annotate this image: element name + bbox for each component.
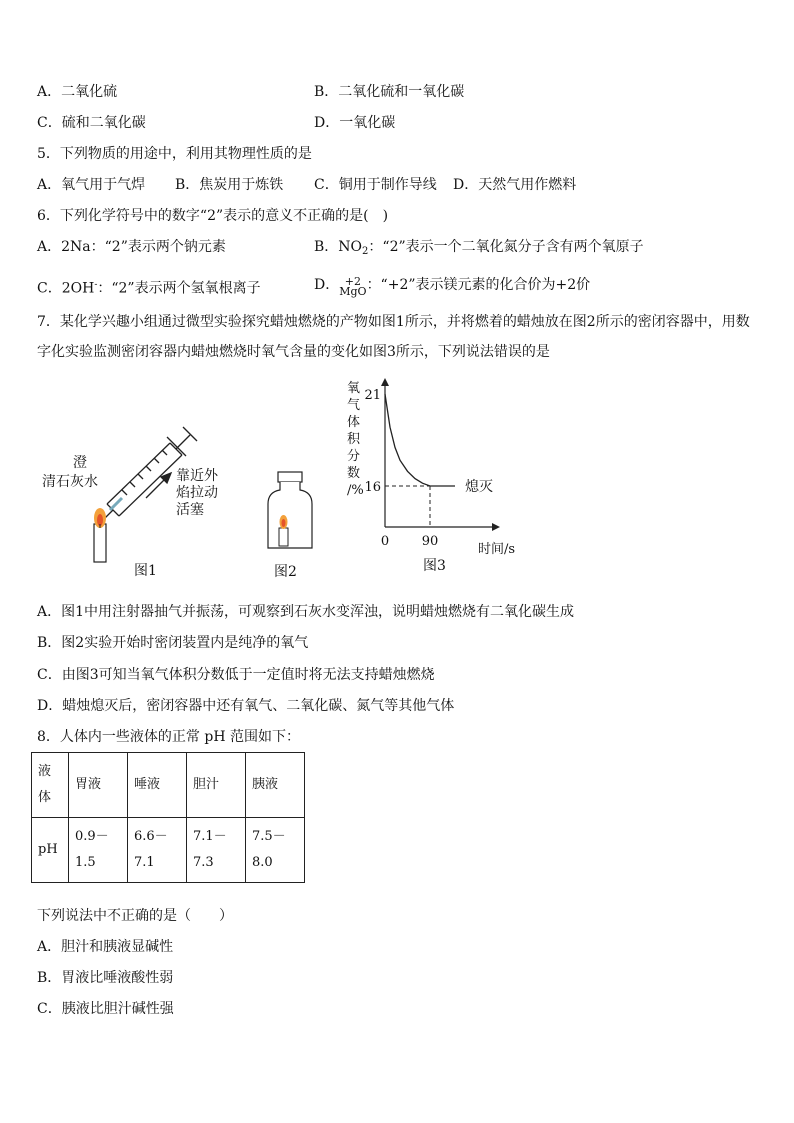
q4-option-d: D．一氧化碳 — [314, 115, 396, 131]
fig2-caption: 图2 — [274, 564, 297, 580]
q5-option-b: B．焦炭用于炼铁 — [175, 177, 284, 193]
q6-d-symbol: +2 MgO — [339, 275, 367, 298]
q6-option-d: D． +2 MgO ：“+2”表示镁元素的化合价为+2价 — [314, 275, 591, 298]
q8-option-b: B．胃液比唾液酸性弱 — [37, 970, 174, 986]
q6-c-symbol: 2OH — [61, 280, 95, 297]
fig3-annotation: 熄灭 — [465, 479, 493, 495]
fig3-ylabel-char: 体 — [347, 415, 361, 430]
fig1-label-action-3: 活塞 — [176, 502, 204, 518]
q8-option-c: C．胰液比胆汁碱性强 — [37, 1001, 174, 1017]
q5-option-c: C．铜用于制作导线 — [314, 177, 437, 193]
q8-option-a: A．胆汁和胰液显碱性 — [37, 939, 174, 955]
figure-1-candle-syringe — [30, 420, 260, 585]
table-header-cell: 胆汁 — [187, 753, 246, 818]
fig3-tick-90: 90 — [421, 534, 439, 549]
q5-option-a: A．氧气用于气焊 — [37, 177, 146, 193]
table-header-cell: 唾液 — [128, 753, 187, 818]
table-header-cell: 胰液 — [246, 753, 305, 818]
q6-b-symbol: NO — [338, 239, 363, 255]
table-header-cell: pH — [32, 818, 69, 883]
fig3-x-arrow — [492, 523, 500, 531]
table-cell: 7.5－8.0 — [246, 818, 305, 883]
fig1-label-limewater-2: 清石灰水 — [42, 474, 98, 490]
fig3-y-arrow — [381, 378, 389, 386]
ph-table — [31, 752, 305, 883]
fig3-ylabel-char: 氧 — [347, 381, 361, 396]
fig3-tick-21: 21 — [364, 388, 381, 403]
table-header-cell: 液体 — [32, 753, 69, 818]
table-row — [32, 753, 305, 818]
q8-stem: 8．人体内一些液体的正常 pH 范围如下： — [37, 729, 300, 745]
table-cell: 7.1－7.3 — [187, 818, 246, 883]
fig3-xlabel: 时间/s — [478, 542, 516, 557]
table-row — [32, 818, 305, 883]
fig3-ylabel-char: /% — [347, 483, 364, 498]
q7-option-a: A．图1中用注射器抽气并振荡，可观察到石灰水变浑浊，说明蜡烛燃烧有二氧化碳生成 — [37, 604, 575, 620]
fig3-tick-0: 0 — [380, 534, 390, 549]
fig3-ylabel — [347, 381, 364, 498]
fig3-series-line — [385, 394, 455, 486]
fig1-label-action-2: 焰拉动 — [176, 485, 218, 501]
fig3-tick-16: 16 — [364, 480, 381, 495]
fig1-caption: 图1 — [134, 563, 157, 579]
table-header-cell: 胃液 — [69, 753, 128, 818]
fig1-label-limewater-1: 澄 — [73, 455, 87, 471]
q5-option-d: D．天然气用作燃料 — [453, 177, 577, 193]
fig3-ylabel-char: 分 — [347, 449, 361, 464]
q5-stem: 5．下列物质的用途中，利用其物理性质的是 — [37, 146, 312, 162]
q7-stem-line2: 字化实验监测密闭容器内蜡烛燃烧时氧气含量的变化如图3所示，下列说法错误的是 — [37, 344, 550, 360]
fig1-label-action-1: 靠近外 — [176, 468, 218, 484]
q4-option-c: C．硫和二氧化碳 — [37, 115, 146, 131]
q7-option-b: B．图2实验开始时密闭装置内是纯净的氧气 — [37, 635, 309, 651]
figure-3-oxygen-chart — [335, 372, 535, 580]
fig3-ylabel-char: 数 — [347, 466, 361, 481]
q4-option-b: B．二氧化硫和一氧化碳 — [314, 84, 465, 100]
fig3-caption: 图3 — [423, 558, 446, 574]
fig3-ylabel-char: 气 — [347, 398, 361, 413]
q7-option-c: C．由图3可知当氧气体积分数低于一定值时将无法支持蜡烛燃烧 — [37, 667, 435, 683]
table-cell: 6.6－7.1 — [128, 818, 187, 883]
q6-option-b: B．$NO_2$：“2”表示一个二氧化氮分子含有两个氧原子 — [314, 239, 644, 257]
q7-option-d: D．蜡烛熄灭后，密闭容器中还有氧气、二氧化碳、氮气等其他气体 — [37, 698, 455, 714]
q6-a-symbol: 2Na — [61, 239, 91, 255]
q7-stem-line1: 7．某化学兴趣小组通过微型实验探究蜡烛燃烧的产物如图1所示，并将燃着的蜡烛放在图2所示的密闭容器中，用数 — [37, 314, 750, 330]
figure-2-sealed-container — [258, 460, 318, 585]
q4-option-a: A．二氧化硫 — [37, 84, 118, 100]
q6-option-c: C．2OH-：“2”表示两个氢氧根离子 — [37, 280, 261, 297]
fig3-ylabel-char: 积 — [347, 432, 361, 447]
q8-question: 下列说法中不正确的是（ ） — [37, 908, 233, 924]
q6-option-a: A．2Na：“2”表示两个钠元素 — [37, 239, 226, 255]
q6-stem: 6．下列化学符号中的数字“2”表示的意义不正确的是( ) — [37, 208, 389, 224]
table-cell: 0.9－1.5 — [69, 818, 128, 883]
